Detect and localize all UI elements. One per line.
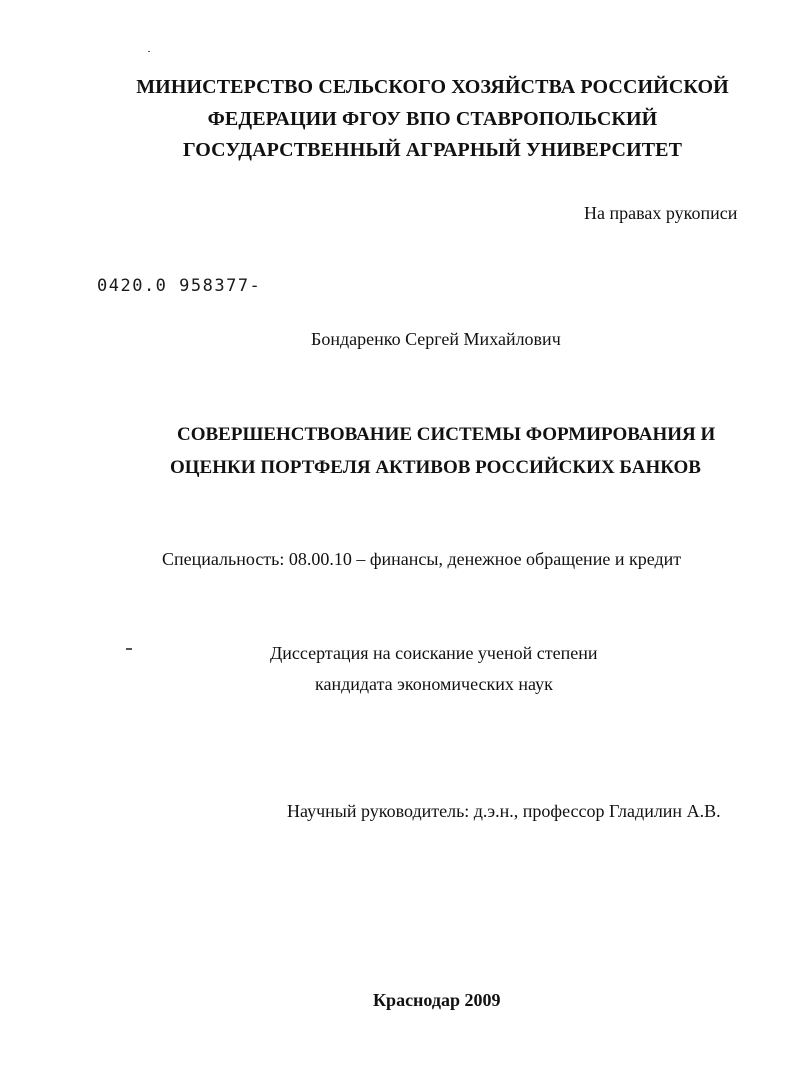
scan-speck [126, 648, 132, 650]
title-line-1: СОВЕРШЕНСТВОВАНИЕ СИСТЕМЫ ФОРМИРОВАНИЯ И [177, 424, 716, 445]
institution-line-1: МИНИСТЕРСТВО СЕЛЬСКОГО ХОЗЯЙСТВА РОССИЙСКОЙ [136, 76, 729, 98]
rights-note: На правах рукописи [584, 203, 738, 223]
author-name: Бондаренко Сергей Михайлович [311, 329, 561, 349]
city-year: Краснодар 2009 [373, 990, 501, 1010]
scientific-advisor: Научный руководитель: д.э.н., профессор Гладилин А.В. [287, 801, 721, 821]
dissertation-line-1: Диссертация на соискание ученой степени [270, 643, 598, 663]
specialty: Специальность: 08.00.10 – финансы, денежное обращение и кредит [162, 549, 682, 569]
institution-line-2: ФЕДЕРАЦИИ ФГОУ ВПО СТАВРОПОЛЬСКИЙ [207, 108, 658, 130]
dissertation-line-2: кандидата экономических наук [315, 674, 553, 694]
title-line-2: ОЦЕНКИ ПОРТФЕЛЯ АКТИВОВ РОССИЙСКИХ БАНКОВ [170, 457, 701, 478]
archive-code: 0420.0 958377- [97, 276, 262, 296]
institution-line-3: ГОСУДАРСТВЕННЫЙ АГРАРНЫЙ УНИВЕРСИТЕТ [182, 139, 683, 161]
scan-speck [148, 51, 150, 52]
